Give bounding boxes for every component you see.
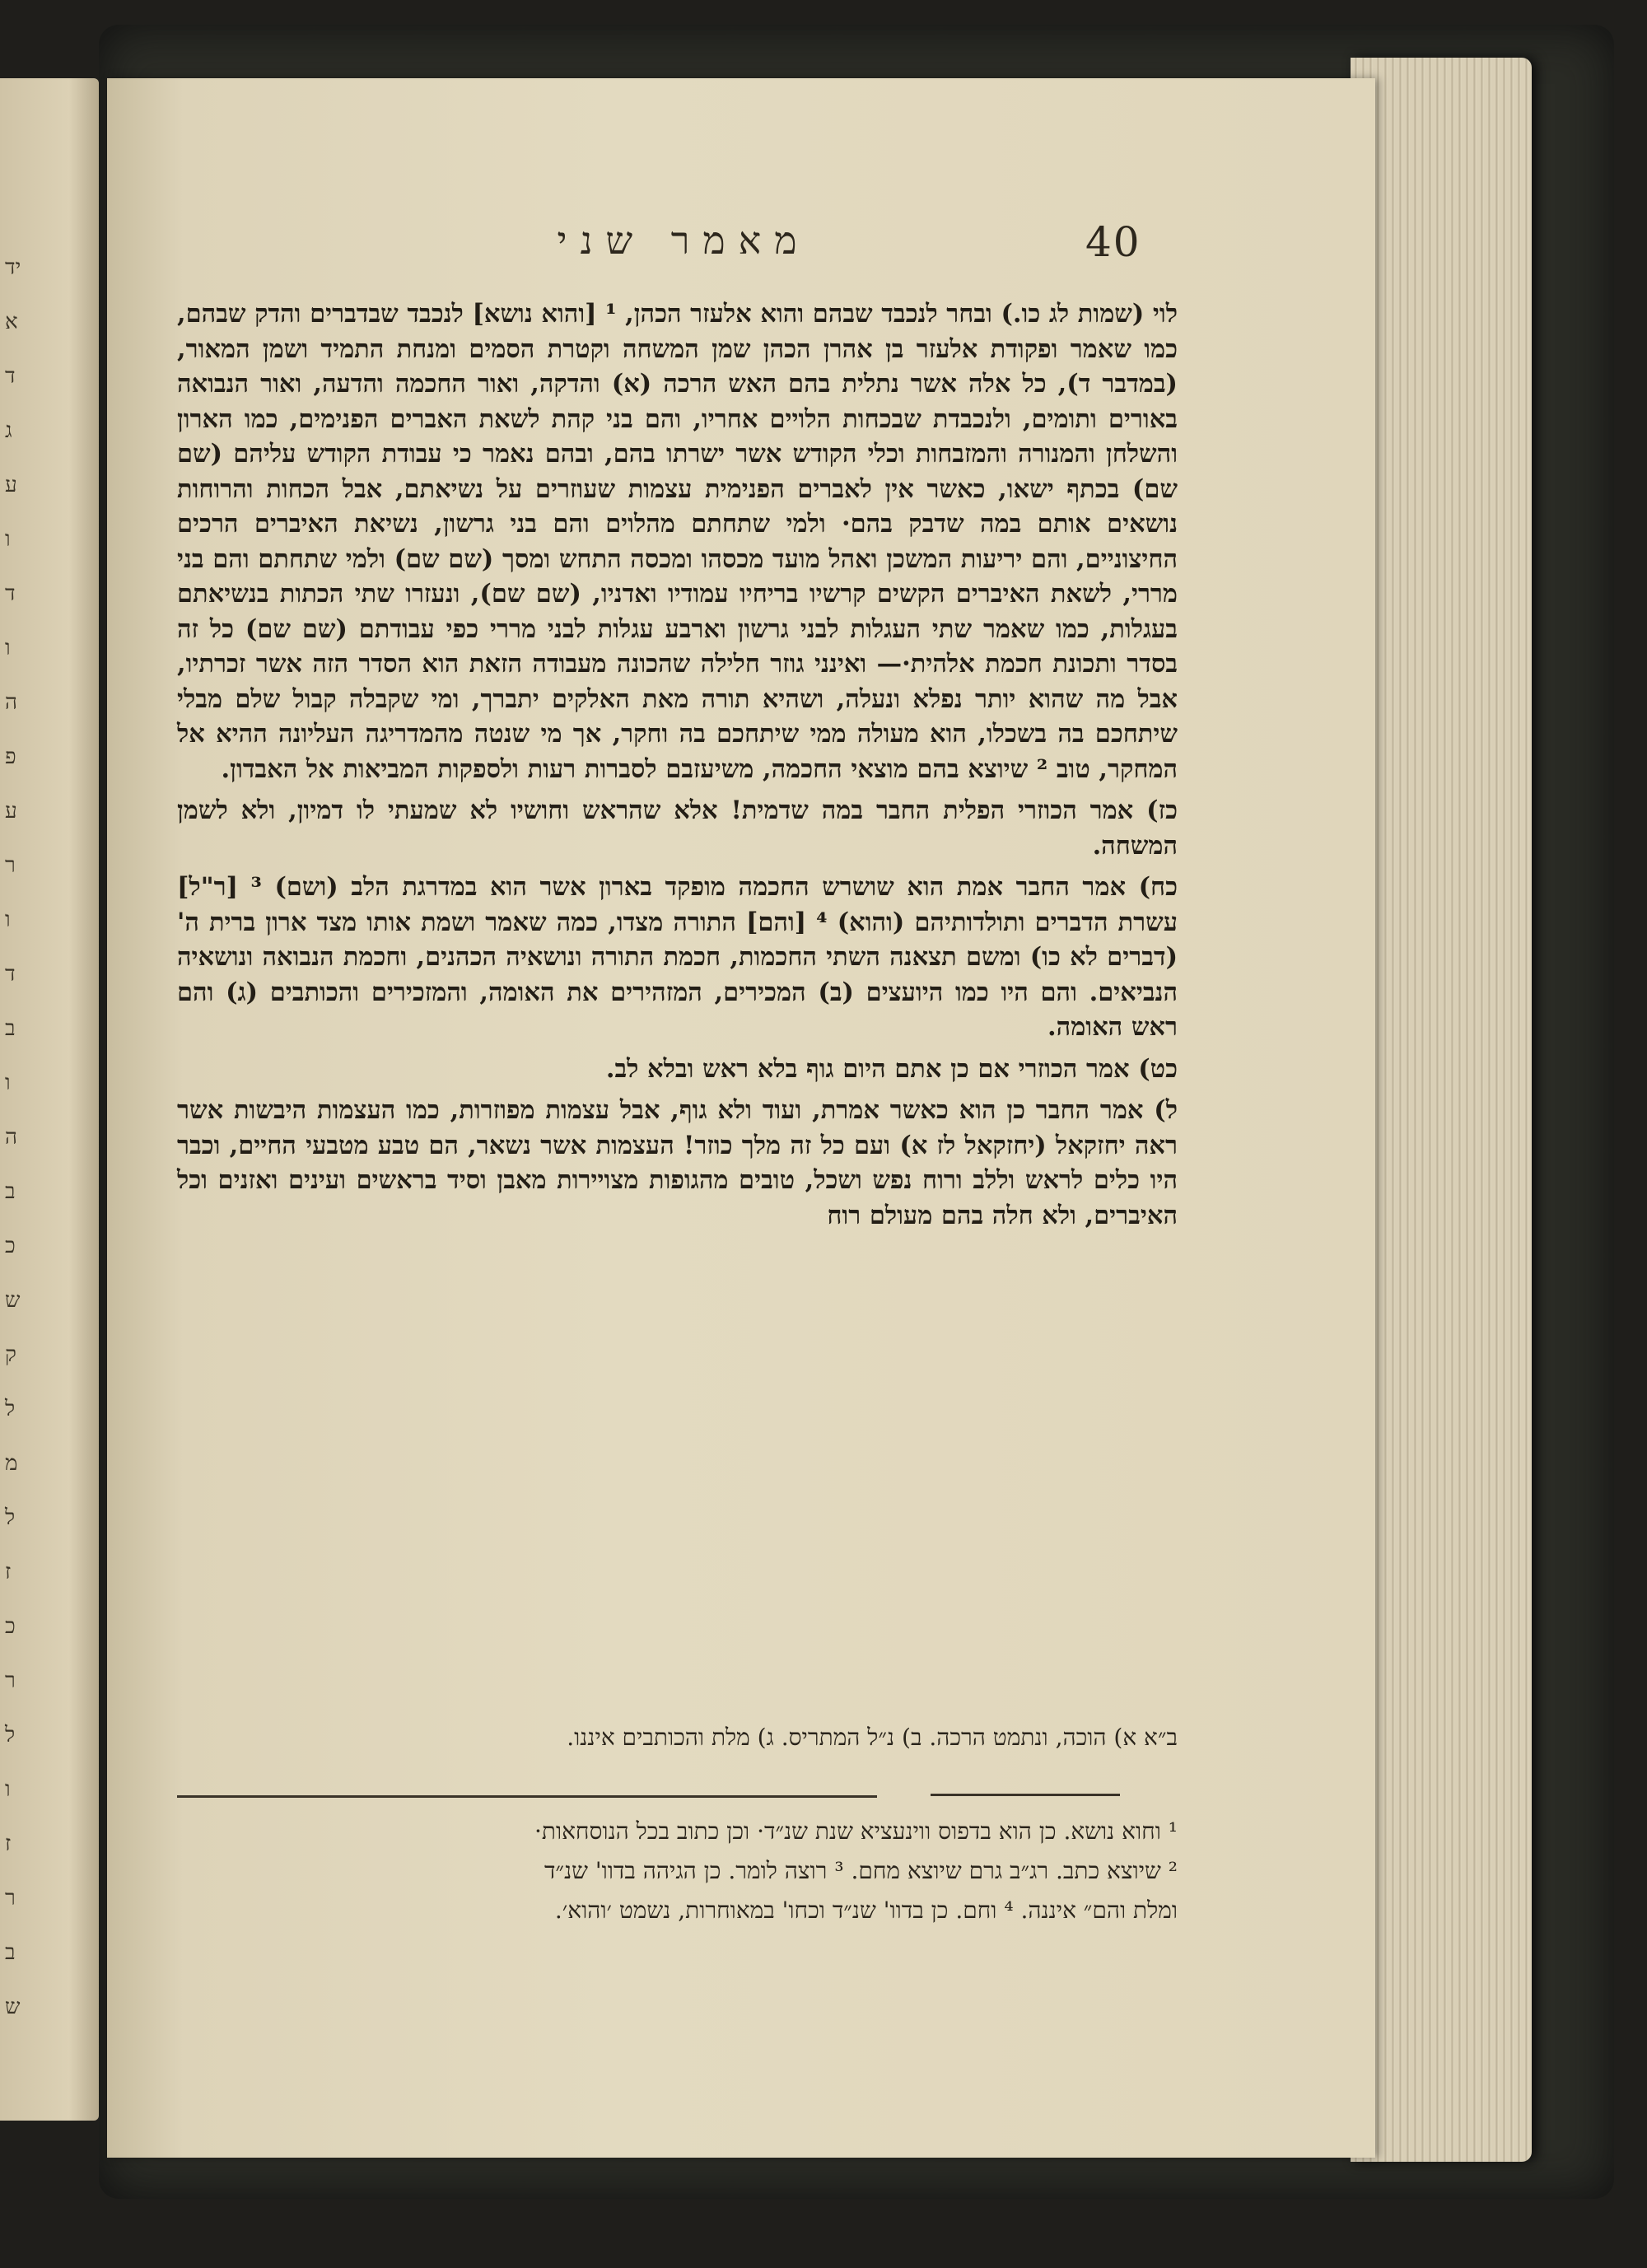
left-page-glyph: ל <box>5 1505 16 1530</box>
left-page-glyph: ב <box>5 1016 16 1041</box>
left-page-glyph: ז <box>5 1560 12 1584</box>
main-text <box>177 296 1178 1709</box>
left-page-glyph: ד <box>5 581 16 606</box>
left-page-glyph: ד <box>5 962 16 987</box>
footnote-line: ומלת והם״ איננה. ⁴ וחם. כן בדוו' שנ״ד וכחו' במאוחרות, נשמט ׳והוא׳. <box>554 1897 1178 1924</box>
paragraph: כט) אמר הכוזרי אם כן אתם היום גוף בלא ראש ובלא לב. <box>605 1053 1178 1084</box>
left-page-glyph: ק <box>5 1342 16 1367</box>
footnote-line: ² שיוצא כתב. רג״ב גרם שיוצא מחם. ³ רוצה לומר. כן הגיהה בדוו' שנ״ד <box>544 1857 1178 1884</box>
left-page-glyph: ד <box>5 364 16 389</box>
footnote-rule <box>177 1795 877 1798</box>
left-page-glyph: ע <box>5 473 17 497</box>
left-page-glyph: ב <box>5 1179 16 1204</box>
left-page-glyph: ל <box>5 1723 16 1748</box>
paragraph: לוי (שמות לג כו.) ובחר לנכבד שבהם והוא אלעזר הכהן, ¹ [והוא נושא] לנכבד שבדברים והדק שבהם, כמו שאמר ופקודת אלעזר בן אהרן הכהן שמן המשחה וקטרת הסמים ומנחת התמיד ושמן המאור, (במדבר ד), כל אלה אשר נתלית בהם האש הרכה (א) והדקה, ואור החכמה והדעה, ואור הנבואה באורים ותומים, ולנכבדת שבכחות הלויים אחריו, והם בני קהת לשאת האברים הפנימים, כמו הארון והשלחן והמנורה והמזבחות וכלי הקודש אשר ישרתו בהם, ובהם נאמר כי עבודת הקודש עליהם (שם שם) בכתף ישאו, כאשר אין לאברים הפנימית עצמות שעוזרים על נשיאתם, אבל הכחות והרוחות נושאים אותם במה שדבק בהם· ולמי שתחתם מהלוים והם בני גרשון, נשיאת האיברים הרכים החיצוניים, והם יריעות המשכן ואהל מועד מכסהו ומכסה התחש ומסך (שם שם) ולמי שתחתם והם בני מררי, לשאת האיברים הקשים קרשיו בריחיו עמודיו ואדניו, (שם שם), ונעזרו שתי הכתות בנשיאתם בעגלות, כמו שאמר שתי העגלות לבני גרשון וארבע עגלות לבני מררי כפי עבודתם (שם שם) כל זה בסדר ותכונת חכמת אלהית·— ואינני גוזר חלילה שהכונה מעבודה הזאת הוא הסדר הזה אשר זכרתיו, אבל מה שהוא יותר נפלא ונעלה, ושהיא תורה מאת האלקים יתברך, ומי שקבלה קבול שלם מבלי שיתחכם בה בשכלו, הוא מעולה ממי שיתחכם בה וחקר, אך מי שנטה מהמדריגה העליונה ההיא אל המחקר, טוב ² שיוצא בהם מוצאי החכמה, משיעזבם לסברות רעות ולספקות המביאות אל האבדון. <box>177 299 1178 784</box>
commentary-note: ב״א א) הוכה, ונתמט הרכה. ב) נ״ל המתריס. ג) מלת והכותבים איננו. <box>567 1724 1178 1751</box>
footnotes <box>177 1812 1178 1930</box>
left-page-glyph: ש <box>5 1995 21 2019</box>
left-page-glyph: מ <box>5 1451 18 1476</box>
left-page-glyph: ו <box>5 908 11 932</box>
footnote-line: ¹ וחוא נושא. כן הוא בדפוס ווינעציא שנת שנ״ד· וכן כתוב בכל הנוסחאות· <box>534 1818 1178 1845</box>
left-page-glyph: ל <box>5 1397 16 1421</box>
left-page-glyph: ג <box>5 418 12 443</box>
left-page-glyph: ו <box>5 1071 11 1095</box>
left-page-glyph: ה <box>5 690 17 715</box>
page-number: 40 <box>1085 218 1141 266</box>
left-page-edge <box>0 78 99 2121</box>
left-page-glyph: ו <box>5 527 11 552</box>
paragraph: ל) אמר החבר כן הוא כאשר אמרת, ועוד ולא גוף, אבל עצמות מפוזרות, כמו העצמות היבשות אשר ראה יחזקאל (יחזקאל לז א) ועם כל זה מלך כוזר! העצמות אשר נשאר, הם טבע מטבעי החיים, וכבר היו כלים לראש וללב ורוח נפש ושכל, טובים מהגופות מצויירות מאבן וסיד בראשים ועינים ואזנים וכל האיברים, ולא חלה בהם מעולם רוח <box>177 1095 1178 1230</box>
left-page-glyph: א <box>5 310 18 334</box>
left-page-glyph: ר <box>5 853 16 878</box>
page-block-edge <box>1351 58 1532 2162</box>
left-page-glyph: ב <box>5 1940 16 1965</box>
left-page-glyph: פ <box>5 744 16 769</box>
left-page-glyph: ר <box>5 1668 16 1693</box>
left-page-glyph: יד <box>5 255 21 280</box>
left-page-glyph: ו <box>5 1777 11 1802</box>
left-page-glyph: ע <box>5 799 17 824</box>
paragraph: כח) אמר החבר אמת הוא שושרש החכמה מופקד בארון אשר הוא במדרגת הלב (ושם) ³ [ר"ל] עשרת הדברים ותולדותיהם (והוא) ⁴ [והם] התורה מצדו, כמה שאמר ושמת אותו מצד ארון ברית ה' (דברים לא כו) ומשם תצאנה השתי החכמות, חכמת התורה ונושאיה הכהנים, וחכמת הנבואה ונושאיה הנביאים. והם היו כמו היועצים (ב) המכירים, המזהירים את האומה, והמזכירים והכותבים (ג) והם ראש האומה. <box>177 872 1178 1042</box>
page-header <box>0 136 1647 266</box>
left-page-glyph: כ <box>5 1234 16 1258</box>
paragraph: כז) אמר הכוזרי הפלית החבר במה שדמית! אלא שהראש וחושיו לא שמעתי לו דמיון, ולא לשמן המשחה. <box>177 796 1178 861</box>
left-page-glyph: כ <box>5 1614 16 1639</box>
footnote-rule-short <box>931 1794 1120 1796</box>
left-page-glyph: ה <box>5 1125 17 1150</box>
left-page-glyph: ו <box>5 636 11 660</box>
section-title: מאמר שני <box>557 218 810 263</box>
left-page-glyph: ש <box>5 1288 21 1313</box>
left-page-glyph: ר <box>5 1886 16 1911</box>
left-page-glyph: ז <box>5 1832 12 1856</box>
